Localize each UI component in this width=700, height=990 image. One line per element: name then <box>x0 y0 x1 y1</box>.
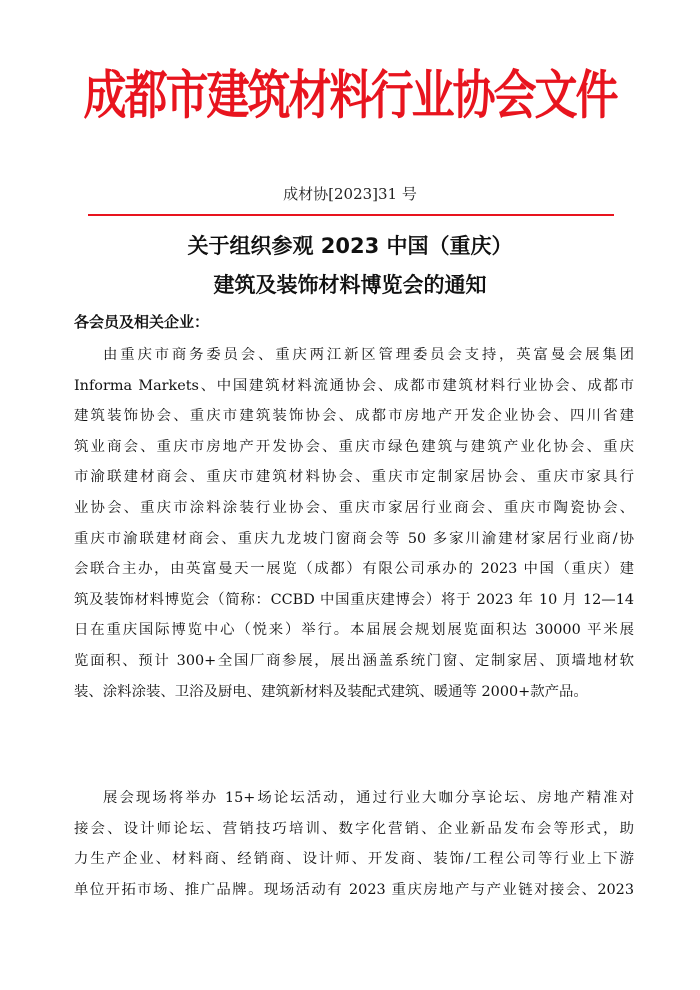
paragraph-line: 筑及装饰材料博览会（简称：CCBD 中国重庆建博会）将于 2023 年 10 月 12—14 <box>74 591 634 608</box>
paragraph-line: 日在重庆国际博览中心（悦来）举行。本届展会规划展览面积达 30000 平米展 <box>74 622 634 639</box>
salutation: 各会员及相关企业： <box>74 313 210 331</box>
paragraph-line: 单位开拓市场、推广品牌。现场活动有 2023 重庆房地产与产业链对接会、2023 <box>74 881 634 898</box>
masthead-title: 成都市建筑材料行业协会文件 <box>83 65 617 127</box>
document-number: 成材协[2023]31 号 <box>283 185 417 203</box>
paragraph-line: 览面积、预计 300+全国厂商参展，展出涵盖系统门窗、定制家居、顶墙地材软 <box>74 652 634 669</box>
body-paragraph-1 <box>74 340 634 707</box>
paragraph-line: 建筑装饰协会、重庆市建筑装饰协会、成都市房地产开发企业协会、四川省建 <box>74 408 634 425</box>
notice-title-line-2: 建筑及装饰材料博览会的通知 <box>213 273 487 297</box>
paragraph-line: 业协会、重庆市涂料涂装行业协会、重庆市家居行业商会、重庆市陶瓷协会、 <box>74 499 634 516</box>
red-divider-rule <box>88 214 614 216</box>
paragraph-line: 筑业商会、重庆市房地产开发协会、重庆市绿色建筑与建筑产业化协会、重庆 <box>74 438 634 455</box>
paragraph-line: 力生产企业、材料商、经销商、设计师、开发商、装饰/工程公司等行业上下游 <box>74 851 634 868</box>
paragraph-line: 重庆市渝联建材商会、重庆九龙坡门窗商会等 50 多家川渝建材家居行业商/协 <box>74 530 634 547</box>
paragraph-line: Informa Markets、中国建筑材料流通协会、成都市建筑材料行业协会、成都市 <box>74 377 634 394</box>
paragraph-line: 装、涂料涂装、卫浴及厨电、建筑新材料及装配式建筑、暖通等 2000+款产品。 <box>74 683 588 700</box>
paragraph-line: 会联合主办，由英富曼天一展览（成都）有限公司承办的 2023 中国（重庆）建 <box>74 561 634 578</box>
paragraph-line: 接会、设计师论坛、营销技巧培训、数字化营销、企业新品发布会等形式，助 <box>74 820 634 837</box>
paragraph-line: 由重庆市商务委员会、重庆两江新区管理委员会支持，英富曼会展集团 <box>103 347 634 363</box>
body-paragraph-2 <box>74 783 634 905</box>
notice-title-line-1: 关于组织参观 2023 中国（重庆） <box>187 234 513 258</box>
paragraph-line: 展会现场将举办 15+场论坛活动，通过行业大咖分享论坛、房地产精准对 <box>103 790 634 806</box>
paragraph-line: 市渝联建材商会、重庆市建筑材料协会、重庆市定制家居协会、重庆市家具行 <box>74 469 634 486</box>
